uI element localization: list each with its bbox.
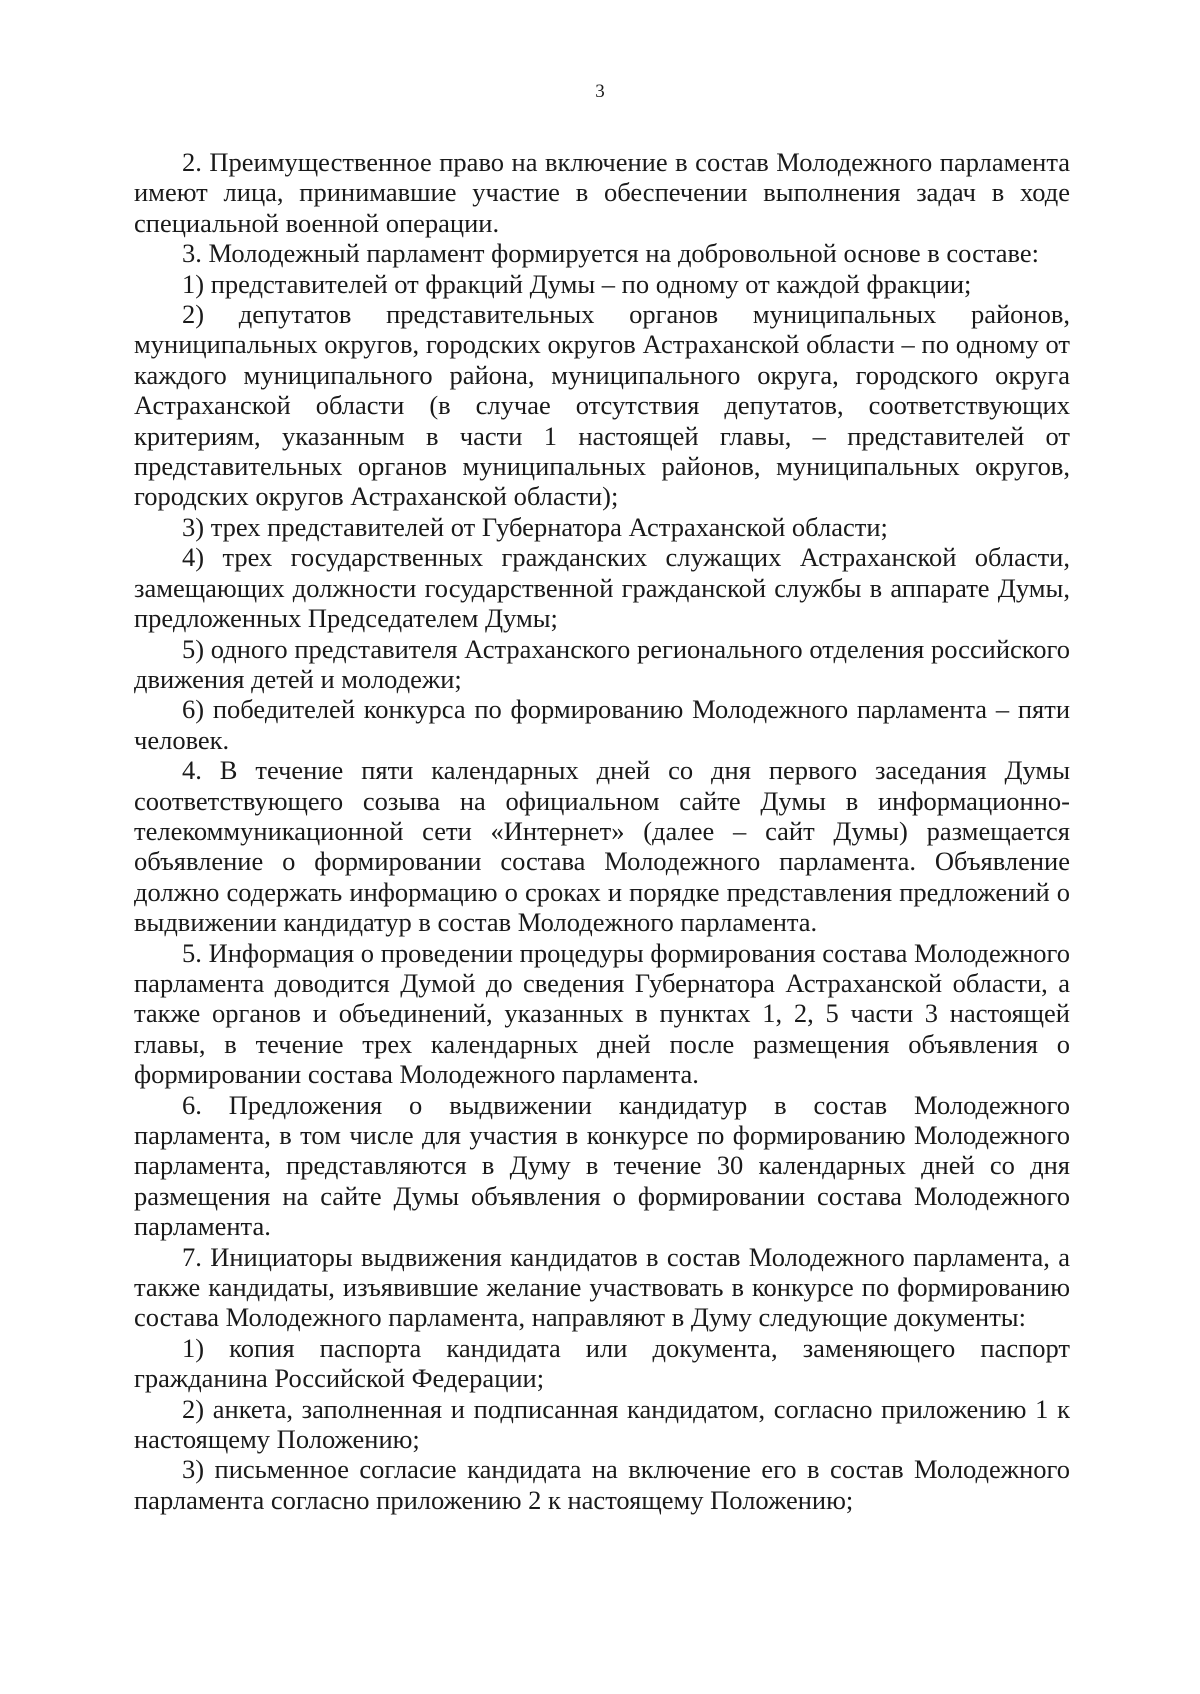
document-body [134, 147, 1070, 1515]
paragraph-4: 4. В течение пяти календарных дней со дня первого заседания Думы соответствующего созыва на официальном сайте Думы в информационно-телекоммуникационной сети «Интернет» (далее – сайт Думы) размещается объявление о формировании состава Молодежного парламента. Объявление должно содержать информацию о сроках и порядке представления предложений о выдвижении кандидатур в состав Молодежного парламента. [134, 755, 1070, 938]
paragraph-2: 2. Преимущественное право на включение в состав Молодежного парламента имеют лица, принимавшие участие в обеспечении выполнения задач в ходе специальной военной операции. [134, 147, 1070, 238]
paragraph-7-item-2: 2) анкета, заполненная и подписанная кандидатом, согласно приложению 1 к настоящему Положению; [134, 1393, 1070, 1455]
paragraph-7-item-3: 3) письменное согласие кандидата на включение его в состав Молодежного парламента согласно приложению 2 к настоящему Положению; [134, 1454, 1070, 1515]
paragraph-3-item-1: 1) представителей от фракций Думы – по одному от каждой фракции; [182, 268, 972, 299]
paragraph-5: 5. Информация о проведении процедуры формирования состава Молодежного парламента доводится Думой до сведения Губернатора Астраханской области, а также органов и объединений, указанных в пунктах 1, 2, 5 части 3 настоящей главы, в течение трех календарных дней после размещения объявления о формировании состава Молодежного парламента. [134, 937, 1070, 1090]
paragraph-3-item-6: 6) победителей конкурса по формированию Молодежного парламента – пяти человек. [134, 694, 1070, 755]
paragraph-3-item-4: 4) трех государственных гражданских служащих Астраханской области, замещающих должности государственной гражданской службы в аппарате Думы, предложенных Председателем Думы; [134, 542, 1070, 634]
paragraph-3-item-2: 2) депутатов представительных органов муниципальных районов, муниципальных округов, городских округов Астраханской области – по одному от каждого муниципального района, муниципального округа, городского округа Астраханской области (в случае отсутствия депутатов, соответствующих критериям, указанным в части 1 настоящей главы, – представителей от представительных органов муниципальных районов, муниципальных округов, городских округов Астраханской области); [134, 299, 1070, 512]
page-number: 3 [595, 81, 605, 102]
paragraph-7-item-1: 1) копия паспорта кандидата или документа, заменяющего паспорт гражданина Российской Федерации; [134, 1332, 1070, 1394]
paragraph-7: 7. Инициаторы выдвижения кандидатов в состав Молодежного парламента, а также кандидаты, изъявившие желание участвовать в конкурсе по формированию состава Молодежного парламента, направляют в Думу следующие документы: [134, 1241, 1070, 1333]
paragraph-3: 3. Молодежный парламент формируется на добровольной основе в составе: [182, 238, 1040, 269]
paragraph-3-item-5: 5) одного представителя Астраханского регионального отделения российского движения детей и молодежи; [134, 633, 1070, 694]
paragraph-3-item-3: 3) трех представителей от Губернатора Астраханской области; [182, 511, 888, 542]
paragraph-6: 6. Предложения о выдвижении кандидатур в состав Молодежного парламента, в том числе для участия в конкурсе по формированию Молодежного парламента, представляются в Думу в течение 30 календарных дней со дня размещения на сайте Думы объявления о формировании состава Молодежного парламента. [134, 1089, 1070, 1242]
